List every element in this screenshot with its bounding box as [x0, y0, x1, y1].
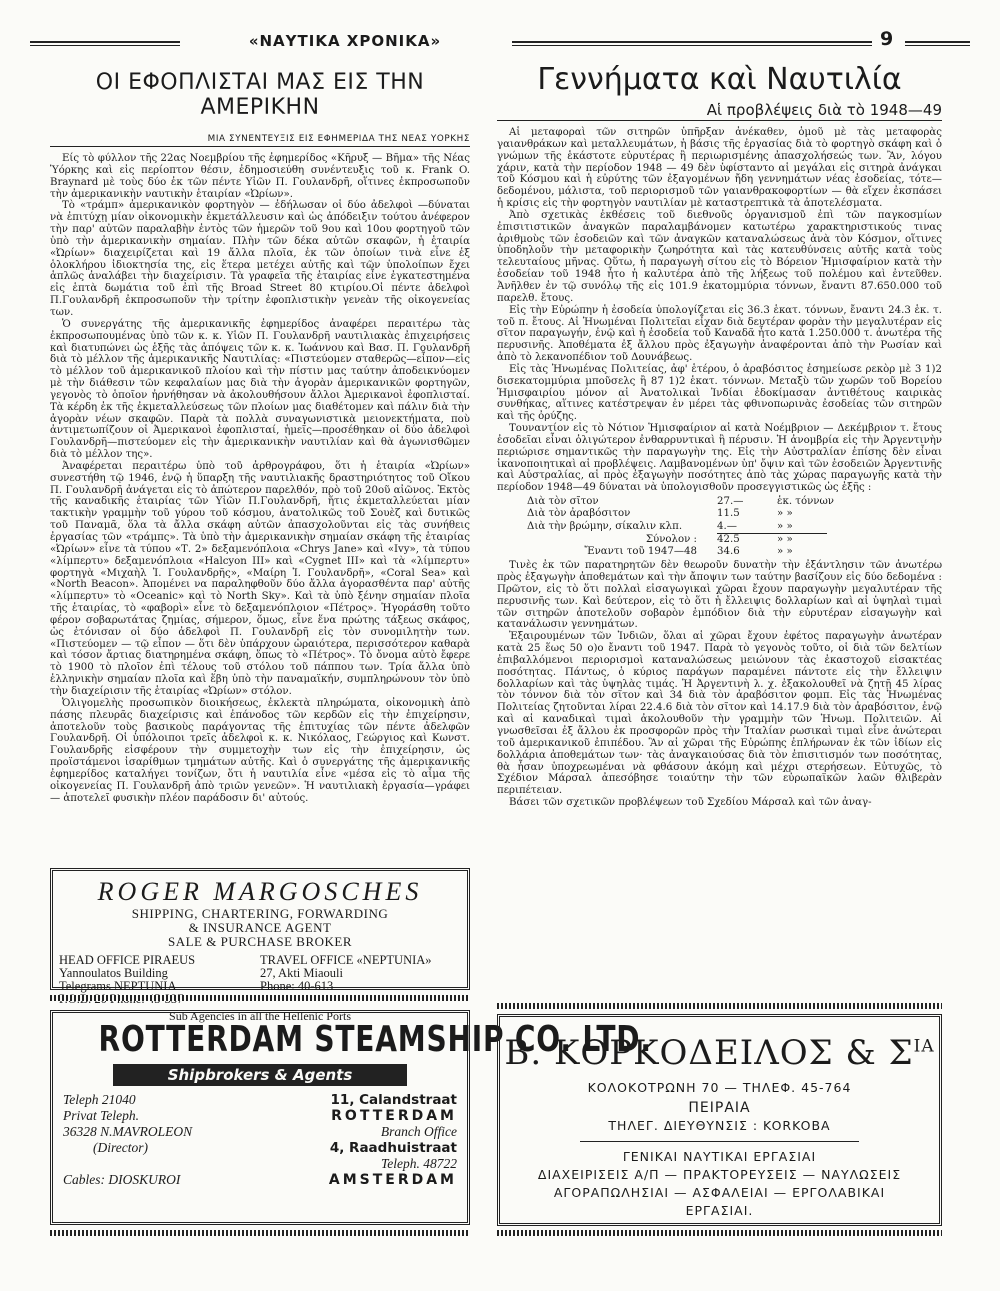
- hatched-divider: [50, 995, 470, 1001]
- ad-telegraph: ΤΗΛΕΓ. ΔΙΕΥΘΥΝΣΙΣ : KORKOBA: [608, 1118, 831, 1133]
- ad-text: Cables: DIOSKUROI: [63, 1172, 181, 1187]
- paragraph: Ὁ συνεργάτης τῆς ἀμερικανικῆς ἐφημερίδος ἀναφέρει περαιτέρω τὰς ἐκπροσωπουμένας ὑπὸ τῶν κ. κ. Υἱῶν Π. Γουλανδρῆ ναυτιλιακὰς ἐπιχειρήσεις καὶ διατυπώνει ὡς ἑξῆς τὰς ἀπόψεις τῶν κ. κ. Ἰωάννου καὶ Βασ. Π. Γουλανδρῆ διὰ τὸ μέλλον τῆς ἀμερικανικῆς Ναυτιλίας: «Πιστεύομεν σταθερῶς—εἶπον—εἰς τὸ μέλλον τοῦ ἀμερικανικοῦ πλοίου καὶ τὴν πίστιν μας ταύτην ἀποδεικνύομεν μὲ τὴν διάθεσιν τῶν κεφαλαίων μας διὰ τὴν ἀγορὰν ἀμερικανικῶν φορτηγῶν, γεγονὸς τὸ ὁποῖον ἠρνήθησαν νὰ ἀκολουθήσουν ἄλλοι Ἀμερικανοὶ ἐφοπλισταί. Τὰ κέρδη ἐκ τῆς ἐκμεταλλεύσεως τῶν πλοίων μας διαθέτομεν καὶ πάλιν διὰ τὴν ἀγορὰν νέων σκαφῶν. Παρὰ τὰ πολλὰ συναγωνιστικὰ μειονεκτήματα, ποὺ ἀντιμετωπίζουν οἱ Ἀμερικανοὶ ἐφοπλισταί, ἡμεῖς—προσέθηκαν οἱ δύο ἀδελφοὶ Γουλανδρῆ—πιστεύομεν εἰς τὴν ἀμερικανικὴν ναυτιλίαν καὶ θὰ ἀγωνισθῶμεν διὰ τὸ μέλλον της».: [50, 318, 470, 461]
- table-total-row: [527, 534, 942, 546]
- table-row: [527, 508, 942, 520]
- ad-address: ΚΟΛΟΚΟΤΡΩΝΗ 70 — ΤΗΛΕΦ. 45-764: [587, 1080, 852, 1095]
- ad-contact-rows: [63, 1092, 457, 1188]
- ad-city: AMSTERDAM: [328, 1172, 457, 1188]
- paragraph: Αἱ μεταφοραὶ τῶν σιτηρῶν ὑπῆρξαν ἀνέκαθεν, ὁμοῦ μὲ τὰς μεταφορὰς γαιανθράκων καὶ μεταλλευμάτων, ἡ βάσις τῆς ἐργασίας διὰ τὸ φορτηγὸ σκάφη καὶ ὁ γνώμων τῆς ἑκάστοτε εὐρυτέρας ἢ περιωρισμένης ἀπασχολήσεώς των. Ἂν, λόγου χάριν, κατὰ τὴν περίοδον 1948 — 49 δὲν ὑφίσταντο αἱ μεγάλαι εἰς σιτηρὰ ἀνάγκαι τοῦ Κόσμου καὶ ἡ εὐρύτης τῶν ἐξαγομένων ἤδη γεννημάτων νέας ἐσοδείας, τότε—δεδομένου, μάλιστα, τοῦ περιορισμοῦ τῶν γαιανθρακοφορτίων — θὰ εἴχεν ἐκσπάσει ἡ κρίσις εἰς τὴν φορτηγὸν ναυτιλίαν μὲ καταστρεπτικὰ τὰ ἀποτελέσματα.: [497, 127, 942, 210]
- ad-text: Branch Office: [380, 1124, 457, 1139]
- ad-text: Teleph 21040: [63, 1092, 136, 1107]
- table-value: 42.5: [717, 533, 740, 545]
- ad-band: Shipbrokers & Agents: [113, 1064, 407, 1086]
- ad-city: ΠΕΙΡΑΙΑ: [688, 1100, 751, 1116]
- paragraph: Εἰς τὴν Εὐρώπην ἡ ἐσοδεία ὑπολογίζεται εἰς 36.3 ἑκατ. τόννων, ἔναντι 24.3 ἑκ. τ. τοῦ π. ἔτους. Αἱ Ἡνωμέναι Πολιτεῖαι εἶχαν διὰ δευτέραν φορὰν τὴν μεγαλυτέραν εἰς σῖτον παραγωγήν, ἐνῷ καὶ ἡ ἐσοδεία τοῦ Καναδᾶ ἦτο κατὰ 1.250.000 τ. ἀνωτέρα τῆς περυσινῆς. Ἀποθέματα ἐξ ἄλλου πρὸς ἐξαγωγὴν ἀναφέρονται ἀπὸ τὴν Ρωσίαν καὶ ἀπὸ τὸ λεκανοπέδιον τοῦ Δουνάβεως.: [497, 304, 942, 364]
- table-row: [527, 521, 942, 533]
- export-table: [527, 496, 942, 558]
- ad-name-text: Β. ΚΟΡΚΟΔΕΙΛΟΣ & Σ: [504, 1033, 914, 1073]
- table-label: Ἔναντι τοῦ 1947—48: [584, 545, 697, 557]
- ad-name-sup: ΙΑ: [913, 1036, 935, 1057]
- ad-service-line: & INSURANCE AGENT: [188, 920, 332, 935]
- ad-left-contacts: [63, 1092, 260, 1188]
- paragraph: Ὀλιγομελὴς προσωπικὸν διοικήσεως, ἐκλεκτὰ πληρώματα, οἰκονομικὴ ἀπὸ πάσης πλευρᾶς διαχείρισις καὶ ἐπάνοδος τῶν κερδῶν εἰς τὴν ἐπιχείρησιν, ἀποτελοῦν τοὺς βασικοὺς παράγοντας τῆς ἐπιτυχίας τῶν πέντε ἀδελφῶν Γουλανδρῆ. Οἱ ὑπόλοιποι τρεῖς ἀδελφοὶ κ. κ. Νικόλαος, Γεώργιος καὶ Κωνστ. Γουλανδρῆς εἰσφέρουν τὴν συμμετοχὴν των εἰς τὴν ἐπιχείρησιν, ὡς προϊστάμενοι ἰσαρίθμων τμημάτων αὐτῆς. Καὶ ὁ συνεργάτης τῆς ἀμερικανικῆς ἐφημερίδος καταλήγει τονίζων, ὅτι ἡ ναυτιλία εἶνε «μέσα εἰς τὸ αἷμα τῆς οἰκογενείας Π. Γουλανδρῆ ἀπὸ τριῶν γενεῶν». Ἡ ναυτιλιακὴ ἐργασία—γράφει — ἀποτελεῖ φυσικὴν πλέον παράδοσιν δι' αὐτούς.: [50, 697, 470, 804]
- ad-text: Phone: 40-613: [260, 979, 334, 993]
- ad-text: Teleph. 48722: [380, 1156, 457, 1171]
- page-number: 9: [880, 28, 894, 50]
- paragraph: Ἀπὸ σχετικὰς ἐκθέσεις τοῦ διεθνοῦς ὀργανισμοῦ ἐπὶ τῶν παγκοσμίων ἐπισιτιστικῶν ἀναγκῶν παραλαμβάνομεν κατωτέρω χαρακτηριστικούς τινας ἀριθμοὺς τῶν ἐσοδειῶν καὶ τῶν ἀναγκῶν καταναλώσεως ἀνὰ τὸν Κόσμον, οἵτινες ὑποδηλοῦν τὴν μεταφορικὴν ζωηρότητα καὶ τὰς κατευθύνσεις αὐτῆς κατὰ τοὺς τελευταίους μῆνας. Οὕτω, ἡ παραγωγὴ σίτου εἰς τὸ Βόρειον Ἡμισφαίριον κατὰ τὴν ἐσοδείαν τοῦ 1948 ἦτο ἡ καλυτέρα ἀπὸ τῆς λήξεως τοῦ πολέμου καὶ ἐντεῦθεν. Ἀνῆλθεν ἐν τῷ συνόλῳ τῆς εἰς 101.9 ἑκατομμύρια τόννων, ἔναντι 87.650.000 τοῦ παρελθ. ἔτους.: [497, 209, 942, 304]
- ad-text: (Director): [93, 1140, 148, 1155]
- right-article-body: [497, 127, 942, 809]
- table-unit: » »: [777, 545, 793, 557]
- ad-services-title: ΓΕΝΙΚΑΙ ΝΑΥΤΙΚΑΙ ΕΡΓΑΣΙΑΙ: [622, 1149, 817, 1164]
- left-headline: ΟΙ ΕΦΟΠΛΙΣΤΑΙ ΜΑΣ ΕΙΣ ΤΗΝ ΑΜΕΡΙΚΗΝ: [95, 70, 425, 120]
- paragraph: Ἐξαιρουμένων τῶν Ἰνδιῶν, ὅλαι αἱ χῶραι ἔχουν ἐφέτος παραγωγὴν ἀνωτέραν κατὰ 25 ἕως 50 ο)ο ἔναντι τοῦ 1947. Παρὰ τὸ γεγονὸς τοῦτο, οἱ διὰ τῶν δελτίων ἐπιβαλλόμενοι περιορισμοὶ καταναλώσεως μειώνουν τὰς ἐκαστοχοῦ εἰσακτέας ποσότητας. Πάντως, ὁ κύριος παράγων παραμένει πάντοτε εἰς τὴν ἔλλειψιν δολλαρίων καὶ τὰς ὑψηλὰς τιμάς. Ἡ Ἀργεντινὴ λ. χ. ἐξακολουθεῖ νὰ ζητῇ 45 λίρας τὸν τόννον διὰ τὸν σῖτον καὶ 34 διὰ τὸν ἀραβόσιτον φομπ. Εἰς τὰς Ἡνωμένας Πολιτείας ζητοῦνται λίραι 22.4.6 διὰ τὸν σῖτον καὶ 14.17.9 διὰ τὸν ἀραβόσιτον, ἐνῷ καὶ αἱ καναδικαὶ τιμαὶ ἀκολουθοῦν τὴν γραμμὴν τῶν Ἡνωμ. Πολιτειῶν. Αἱ γνωσθεῖσαι ἐξ ἄλλου ἐκ προσφορῶν πρὸς τὴν Ἰταλίαν ρωσικαὶ τιμαὶ εἶνε ἀνώτεραι τοῦ ἀμερικανικοῦ ἐπιπέδου. Ἂν αἱ χῶραι τῆς Εὐρώπης ἐπλήρωναν ἐκ τῶν ἰδίων εἰς δολλάρια ἀποθεμάτων των· τὰς ἀναγκαιούσας διὰ τὸν ἐπισιτισμόν των ποσότητας, θὰ ἦσαν ὑποχρεωμέναι νὰ φθάσουν ἀκόμη καὶ μέχρι στερήσεων. Εὐτυχῶς, τὸ Σχέδιον Μάρσαλ ἀπεσόβησε τοιαύτην τὴν τῶν εὐρωπαϊκῶν λαῶν θλιβερὰν περιπέτειαν.: [497, 631, 942, 797]
- ad-company-name: [500, 1033, 939, 1073]
- left-article-body: [50, 153, 470, 804]
- left-subhead: ΜΙΑ ΣΥΝΕΝΤΕΥΞΙΣ ΕΙΣ ΕΦΗΜΕΡΙΔΑ ΤΗΣ ΝΕΑΣ ΥΟΡΚΗΣ: [50, 134, 470, 147]
- ad-right-addresses: [260, 1092, 457, 1188]
- left-column: [50, 60, 470, 804]
- paragraph: Τουναντίον εἰς τὸ Νότιον Ἡμισφαίριον αἱ κατὰ Νοέμβριον — Δεκέμβριον τ. ἔτους ἐσοδεῖαι εἶναι ὀλιγώτερον ἐνθαρρυντικαὶ ἢ πέρυσιν. Ἡ ἀνομβρία εἰς τὴν Ἀργεντινὴν περιώρισε σημαντικῶς τὴν παραγωγὴν της. Εἰς τὴν Αὐστραλίαν ἐπίσης δὲν εἶναι ἱκανοποιητικαὶ αἱ προβλέψεις. Λαμβανομένων ὑπ' ὄψιν καὶ τῶν ἐσοδειῶν Ἀργεντινῆς καὶ Αὐστραλίας, αἱ πρὸς ἐξαγωγὴν ποσότητες ἀπὸ τὰς χώρας παραγωγῆς κατὰ τὴν περίοδον 1948—49 δύναται νὰ ὑπολογισθοῦν προσεγγιστικῶς ὡς ἑξῆς :: [497, 423, 942, 494]
- table-label: Σύνολον :: [645, 533, 697, 545]
- running-head: [30, 30, 970, 52]
- paragraph: Εἰς τὰς Ἡνωμένας Πολιτείας, ἀφ' ἑτέρου, ὁ ἀραβόσιτος ἐσημείωσε ρεκὸρ μὲ 3 1)2 δισεκατομμύρια μποῦσελς ἢ 87 1)2 ἑκατ. τόννων. Μεταξὺ τῶν χωρῶν τοῦ Βορείου Ἡμισφαιρίου μόνον αἱ Ἀνατολικαὶ Ἰνδίαι ἐδοκίμασαν ἀντιθέτους καιρικὰς συνθήκας, αἵτινες κατέστρεψαν ἐν μέρει τὰς φθινοπωρινὰς ἐσοδείας τῶν σιτηρῶν καὶ τῆς ὀρύζης.: [497, 363, 942, 423]
- table-unit: » »: [777, 533, 793, 545]
- right-column: [497, 60, 942, 809]
- publication-title: «ΝΑΥΤΙΚΑ ΧΡΟΝΙΚΑ»: [248, 32, 442, 50]
- table-value: 34.6: [717, 545, 740, 557]
- ad-text: HEAD OFFICE PIRAEUS: [59, 953, 196, 967]
- ad-text: Telegrams NEPTUNIA: [59, 979, 177, 993]
- ad-company-name: ROTTERDAM STEAMSHIP CO. LTD.: [98, 1019, 652, 1060]
- table-label: Διὰ τὴν βρώμην, σίκαλιν κλπ.: [527, 520, 683, 532]
- ad-rule: [580, 1141, 859, 1142]
- ad-text: 11, Calandstraat: [330, 1092, 457, 1108]
- ad-korkodeilos: [497, 1014, 942, 1226]
- table-value: 11.5: [717, 508, 740, 520]
- right-subhead: Αἱ προβλέψεις διὰ τὸ 1948—49: [497, 101, 942, 121]
- head-rule-end: [905, 41, 970, 46]
- table-previous-row: [527, 546, 942, 558]
- head-rule-left: [30, 41, 180, 46]
- table-value: 4.—: [717, 520, 737, 532]
- ad-text: 4, Raadhuistraat: [329, 1140, 457, 1156]
- paragraph: Τινὲς ἐκ τῶν παρατηρητῶν δὲν θεωροῦν δυνατὴν τὴν ἐξάντλησιν τῶν ἀνωτέρω πρὸς ἐξαγωγὴν ἀποθεμάτων καὶ τὴν ἄποψιν των ταύτην βασίζουν εἰς δύο δεδομένα : Πρῶτον, εἰς τὸ ὅτι πολλαὶ εἰσαγωγικαὶ χῶραι ἔχουν παραγωγὴν μεγαλυτέραν τῆς περυσινῆς των. Καὶ δεύτερον, εἰς τὸ ὅτι ἡ ἔλλειψις δολλαρίων καὶ αἱ ὑψηλαὶ τιμαὶ τῶν σιτηρῶν ἀποτελοῦν σοβαρὸν ἐμπόδιον διὰ τὴν εὐρυτέραν εἰσαγωγὴν καὶ κατανάλωσιν γεννημάτων.: [497, 560, 942, 631]
- head-rule-right: [512, 41, 872, 46]
- ad-services-line: ΔΙΑΧΕΙΡΙΣΕΙΣ Α/Π — ΠΡΑΚΤΟΡΕΥΣΕΙΣ — ΝΑΥΛΩΣΕΙΣ: [537, 1167, 902, 1182]
- table-label: Διὰ τὸν ἀραβόσιτον: [527, 508, 631, 520]
- ad-text: TRAVEL OFFICE «NEPTUNIA»: [260, 953, 432, 967]
- ad-text: 27, Akti Miaouli: [260, 966, 343, 980]
- ad-city: ROTTERDAM: [331, 1108, 457, 1124]
- hatched-divider: [50, 1230, 470, 1236]
- ad-services-line: ΑΓΟΡΑΠΩΛΗΣΙΑΙ — ΑΣΦΑΛΕΙΑΙ — ΕΡΓΟΛΑΒΙΚΑΙ: [553, 1185, 886, 1200]
- ad-text: 36328 N.MAVROLEON: [63, 1124, 193, 1139]
- ad-service-line: SALE & PURCHASE BROKER: [168, 934, 352, 949]
- paragraph: Ἀναφέρεται περαιτέρω ὑπὸ τοῦ ἀρθρογράφου, ὅτι ἡ ἑταιρία «Ὠρίων» συνεστήθη τῷ 1946, ἐνῷ ἡ ὕπαρξη τῆς ναυτιλιακῆς δραστηριότητος τοῦ Οἴκου Π. Γουλανδρῆ ἀνάγεται εἰς τὸ ἀπώτερον παρελθόν, πρὸ τοῦ 20οῦ αἰῶνος. Ἐκτὸς τῆς καναδικῆς ἑταιρίας τῶν Υἱῶν Π.Γουλανδρῆ, ἥτις ἐκμεταλλεύεται μίαν τακτικὴν γραμμὴν τοῦ γύρου τοῦ κόσμου, ἀνατολικῶς τοῦ Σουὲζ καὶ δυτικῶς τοῦ Παναμᾶ, ὅλα τὰ ἄλλα σκάφη αὐτῶν ἀπασχολοῦνται εἰς τὰς συνήθεις ἐργασίας τῶν «τράμπς». Τὰ ὑπὸ τὴν ἀμερικανικὴν σημαίαν σκάφη τῆς ἑταιρίας «Ὠρίων» εἶνε τὰ τύπου «Τ. 2» δεξαμενόπλοια «Chrys Jane» καὶ «Ivy», τὰ τύπου «λίμπερτυ» δεξαμενόπλοια «Halcyon III» καὶ «Cygnet III» καὶ τὰ «λίμπερτυ» φορτηγὰ «Μιχαὴλ Ἰ. Γουλανδρῆς», «Μαίρη Ἰ. Γουλανδρῆ», «Coral Sea» καὶ «North Beacon». Ἀπομένει να παραληφθοῦν δύο ἄλλα ἀγορασθέντα παρ' αὐτῆς «λίμπερτυ» τὸ «Oceanic» καὶ τὸ North Sky». Καὶ τὰ ὑπὸ ξένην σημαίαν πλοῖα τῆς ἑταιρίας, τὸ «φαβορὶ» εἶνε τὸ δεξαμενόπλοιον «Πέτρος». Ἠγοράσθη τοῦτο φέρον σοβαρωτάτας ζημίας, σήμερον, ὅμως, εἶνε ἕνα πρώτης τάξεως σκάφος, ὡς ἐτόνισαν οἱ δύο ἀδελφοὶ Π. Γουλανδρῆ εἰς τὸν συνομιλητὴν των. «Πιστεύομεν — τῷ εἶπον — ὅτι δὲν ὑπάρχουν ὡραιότερα, περισσότερον καθαρὰ καὶ τόσον ἄρτιας διατηρημένα σκάφη, ὅπως τὸ «Πέτρος». Τὸ ὄνομα αὐτὸ ἔφερε τὸ 1900 τὸ πλοῖον ἐπὶ τέλους τοῦ στόλου τοῦ πάππου των. Τρία ἄλλα ὑπὸ ἑλληνικὴν σημαίαν πλοῖα καὶ ἕβη ὑπὸ τὴν παναμαϊκήν, συμπληρώνουν τὸν ὑπὸ τὴν διαχείρισιν τῆς ἑταιρίας «Ὠρίων» στόλον.: [50, 460, 470, 697]
- ad-services-line: ΕΡΓΑΣΙΑΙ.: [685, 1203, 754, 1218]
- table-row: [527, 496, 942, 508]
- ad-footer: Sub Agencies in all the Hellenic Ports: [169, 1009, 351, 1023]
- right-headline: Γεννήματα καὶ Ναυτιλία: [537, 62, 902, 97]
- paragraph: Βάσει τῶν σχετικῶν προβλέψεων τοῦ Σχεδίου Μάρσαλ καὶ τῶν ἀναγ-: [509, 797, 872, 809]
- table-unit: ἑκ. τόννων: [777, 496, 834, 508]
- ad-company-name: ROGER MARGOSCHES: [97, 877, 423, 906]
- ad-roger-margosches: [50, 868, 470, 1023]
- table-unit: » »: [777, 520, 793, 532]
- table-unit: » »: [777, 508, 793, 520]
- hatched-divider: [497, 1230, 942, 1236]
- paragraph: Είς τὸ φύλλον τῆς 22ας Νοεμβρίου τῆς ἐφημερίδος «Κῆρυξ — Βῆμα» τῆς Νέας Ὑόρκης καὶ εἰς περίοπτον θέσιν, ἐδημοσιεύθη συνέντευξις τοῦ κ. Frank O. Braynard μὲ τοὺς δύο ἐκ τῶν πέντε Υἱῶν Π. Γουλανδρῆ, οἵτινες ἐκπροσωποῦν τὴν ἀμερικανικὴν ναυτικὴν ἑταιρίαν «Ὠρίων».: [50, 153, 470, 200]
- hatched-divider: [497, 1003, 942, 1009]
- ad-text: [63, 1156, 260, 1172]
- table-label: Διὰ τὸν σῖτον: [527, 496, 599, 508]
- paragraph: Τὸ «τράμπ» ἀμερικανικὸν φορτηγὸν — ἐδήλωσαν οἱ δύο ἀδελφοὶ —δύναται νὰ ἐπιτύχῃ μίαν οἰκονομικὴν ἐκμετάλλευσιν καὶ ὡς ἀπόδειξιν τούτου ἀνέφερον τὴν παρ' αὐτῶν παραλαβὴν ἐντὸς τῶν ἡμερῶν τοῦ 9ου καὶ 10ου φορτηγοῦ τῶν ὑπὸ τὴν ἀμερικανικὴν σημαίαν. Πλὴν τῶν δέκα αὐτῶν σκαφῶν, ἡ ἑταιρία «Ὠρίων» διαχειρίζεται καὶ 19 ἄλλα πλοῖα, ἐκ τῶν ὁποίων τινὰ εἶνε ἐξ ὁλοκλήρου ἰδιοκτησία της, εἰς ἕτερα μετέχει αὐτῆς καὶ τῶν ὑπολοίπων ἔχει ἁπλῶς ἀναλάβει τὴν διαχείρισιν. Τὰ γραφεῖα τῆς ἑταιρίας εἶνε ἐγκατεστημένα εἰς ἑπτὰ δωμάτια τοῦ ἐπὶ τῆς Broad Street 80 κτιρίου.Οἱ πέντε ἀδελφοὶ Π.Γουλανδρῆ ἐκπροσωποῦν τὴν τρίτην ἐφοπλιστικὴν γενεὰν τῆς οἰκογενείας των.: [50, 200, 470, 318]
- ad-rotterdam-steamship: [50, 1010, 652, 1225]
- table-value: 27.—: [717, 496, 744, 508]
- ad-service-line: SHIPPING, CHARTERING, FORWARDING: [131, 906, 389, 921]
- ad-text: Yannoulatos Building: [59, 966, 168, 980]
- ad-text: Privat Teleph.: [63, 1108, 139, 1123]
